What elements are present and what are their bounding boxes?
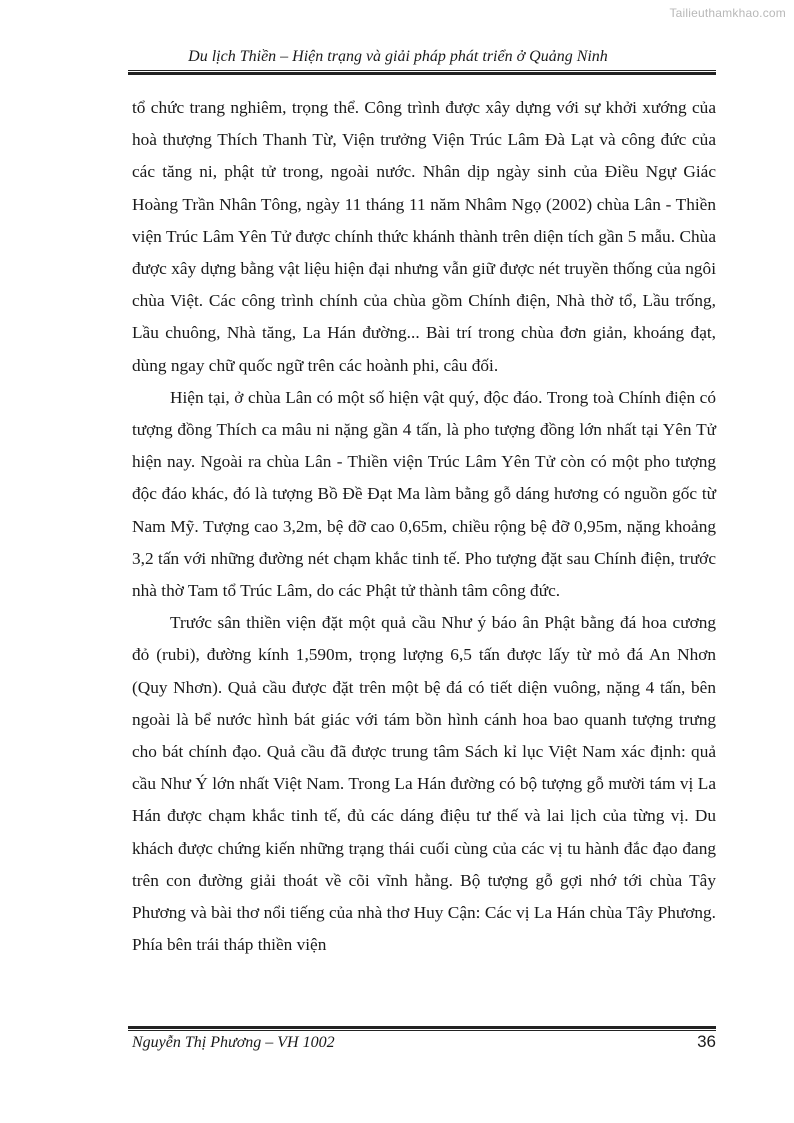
page-number: 36 xyxy=(697,1032,716,1051)
footer-rule xyxy=(128,1026,716,1031)
running-header: Du lịch Thiền – Hiện trạng và giải pháp phát triển ở Quảng Ninh xyxy=(188,48,608,65)
header-rule xyxy=(128,70,716,75)
paragraph: Trước sân thiền viện đặt một quả cầu Như ý báo ân Phật bằng đá hoa cương đỏ (rubi), đường kính 1,590m, trọng lượng 6,5 tấn được lấy từ mỏ đá An Nhơn (Quy Nhơn). Quả cầu được đặt trên một bệ đá có tiết diện vuông, nặng 4 tấn, bên ngoài là bể nước hình bát giác với tám bồn hình cánh hoa bao quanh tượng trưng cho bát chính đạo. Quả cầu đã được trung tâm Sách kỉ lục Việt Nam xác định: quả cầu Như Ý lớn nhất Việt Nam. Trong La Hán đường có bộ tượng gỗ mười tám vị La Hán được chạm khắc tinh tế, đủ các dáng điệu tư thế và lai lịch của từng vị. Du khách được chứng kiến những trạng thái cuối cùng của các vị tu hành đắc đạo đang trên con đường giải thoát về cõi vĩnh hằng. Bộ tượng gỗ gợi nhớ tới chùa Tây Phương và bài thơ nổi tiếng của nhà thơ Huy Cận: Các vị La Hán chùa Tây Phương. Phía bên trái tháp thiền viện xyxy=(132,613,716,955)
paragraph-continued: tổ chức trang nghiêm, trọng thể. Công trình được xây dựng với sự khởi xướng của hoà thượng Thích Thanh Từ, Viện trưởng Viện Trúc Lâm Đà Lạt và công đức của các tăng ni, phật tử trong, ngoài nước. Nhân dịp ngày sinh của Điều Ngự Giác Hoàng Trần Nhân Tông, ngày 11 tháng 11 năm Nhâm Ngọ (2002) chùa Lân - Thiền viện Trúc Lâm Yên Tử được chính thức khánh thành trên diện tích gần 5 mẫu. Chùa được xây dựng bằng vật liệu hiện đại nhưng vẫn giữ được nét truyền thống của ngôi chùa Việt. Các công trình chính của chùa gồm Chính điện, Nhà thờ tổ, Lầu trống, Lầu chuông, Nhà tăng, La Hán đường... Bài trí trong chùa đơn giản, khoáng đạt, dùng ngay chữ quốc ngữ trên các hoành phi, câu đối. xyxy=(132,98,716,375)
footer-author: Nguyễn Thị Phương – VH 1002 xyxy=(132,1034,335,1051)
document-body xyxy=(132,92,716,961)
paragraph: Hiện tại, ở chùa Lân có một số hiện vật quý, độc đáo. Trong toà Chính điện có tượng đồng Thích ca mâu ni nặng gần 4 tấn, là pho tượng đồng lớn nhất tại Yên Tử hiện nay. Ngoài ra chùa Lân - Thiền viện Trúc Lâm Yên Tử còn có một pho tượng độc đáo khác, đó là tượng Bồ Đề Đạt Ma làm bằng gỗ dáng hương có nguồn gốc từ Nam Mỹ. Tượng cao 3,2m, bệ đỡ cao 0,65m, chiều rộng bệ đỡ 0,95m, nặng khoảng 3,2 tấn với những đường nét chạm khắc tinh tế. Pho tượng đặt sau Chính điện, trước nhà thờ Tam tổ Trúc Lâm, do các Phật tử thành tâm công đức. xyxy=(132,387,716,601)
watermark-text: Tailieuthamkhao.com xyxy=(669,6,786,20)
